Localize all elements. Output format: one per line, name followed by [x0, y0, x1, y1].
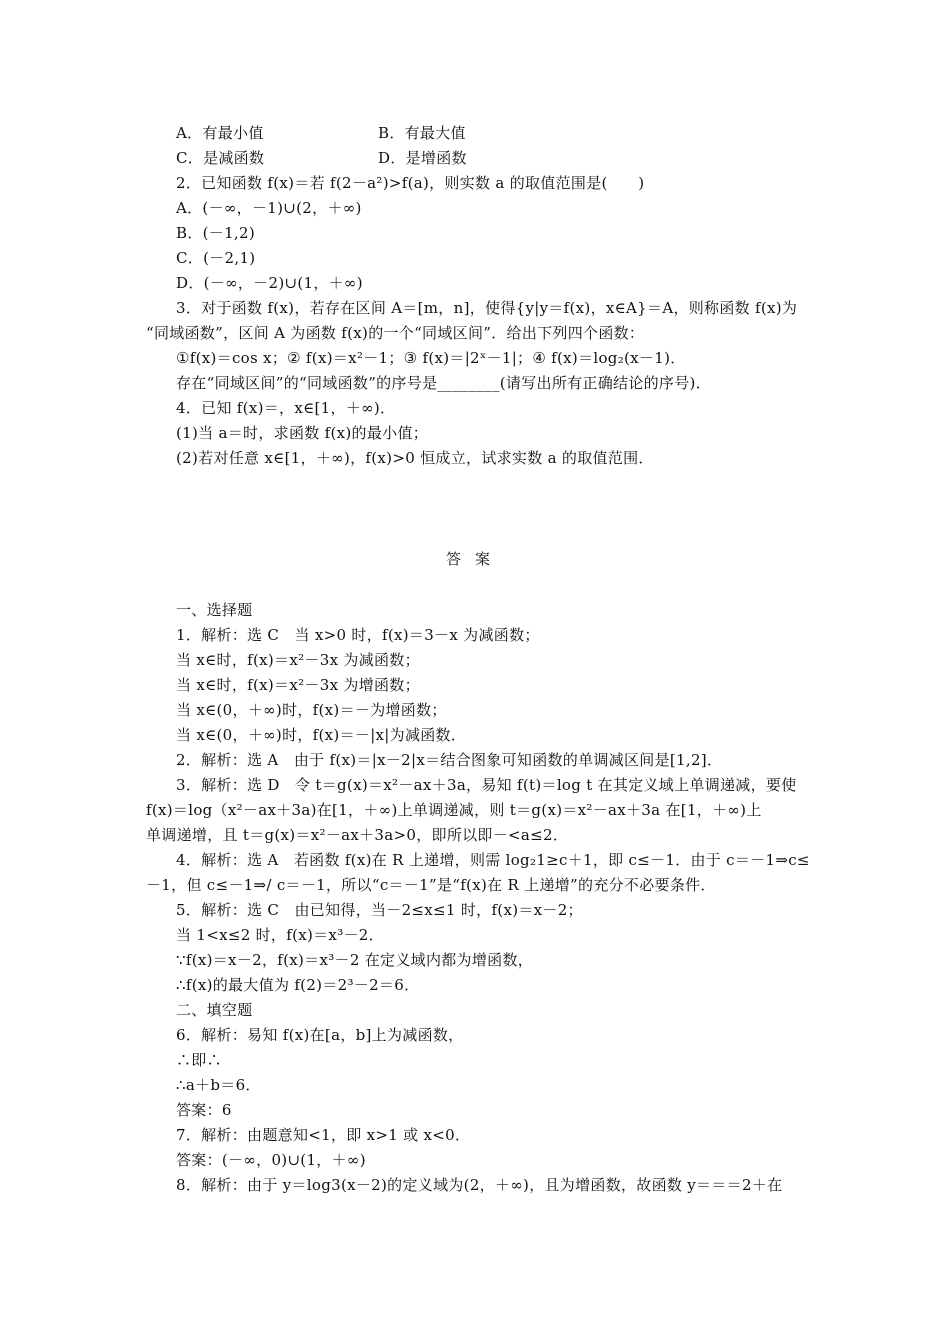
q2-option-a: A．(－∞，－1)∪(2，＋∞) — [176, 199, 362, 217]
q2-option-b: B．(－1,2) — [176, 224, 255, 242]
answer-line: ∴a＋b＝6． — [176, 1076, 261, 1094]
answer-line: －1，但 c≤－1⇒/ c＝－1，所以“c＝－1”是“f(x)在 R 上递增”的充分不必要条件． — [146, 876, 716, 894]
answer-line: 一、选择题 — [176, 601, 253, 619]
answer-line: 二、填空题 — [176, 1001, 253, 1019]
answer-line: 当 1<x≤2 时，f(x)＝x³－2． — [176, 926, 384, 944]
answer-line: 7．解析：由题意知<1，即 x>1 或 x<0． — [176, 1126, 471, 1144]
answer-line: ∴f(x)的最大值为 f(2)＝2³－2＝6． — [176, 976, 420, 994]
answer-line: f(x)＝log（x²－ax＋3a)在[1，＋∞)上单调递减，则 t＝g(x)＝x²－ax＋3a 在[1，＋∞)上 — [146, 801, 762, 819]
answer-line: 5．解析：选 C 由已知得，当－2≤x≤1 时，f(x)＝x－2； — [176, 901, 583, 919]
q3-line: “同域函数”，区间 A 为函数 f(x)的一个“同域区间”．给出下列四个函数： — [146, 324, 645, 342]
answer-line: 当 x∈时，f(x)＝x²－3x 为减函数； — [176, 651, 420, 669]
q3-line: 3．对于函数 f(x)，若存在区间 A＝[m，n]，使得{y|y＝f(x)，x∈A}＝A，则称函数 f(x)为 — [176, 299, 798, 317]
answer-line: 8．解析：由于 y＝log3(x－2)的定义域为(2，＋∞)，且为增函数，故函数 y＝＝＝2＋在 — [176, 1176, 783, 1194]
answer-line: 当 x∈(0，＋∞)时，f(x)＝－|x|为减函数． — [176, 726, 467, 744]
answer-line: 答案：(－∞，0)∪(1，＋∞) — [176, 1151, 366, 1169]
answers-heading: 答案 — [445, 550, 504, 568]
answer-line: 答案：6 — [176, 1101, 232, 1119]
q3-line: ①f(x)＝cos x；② f(x)＝x²－1；③ f(x)＝|2ˣ－1|；④ f(x)＝log₂(x－1)． — [176, 349, 686, 367]
answer-line: ∴即∴ — [176, 1051, 222, 1069]
answer-line: ∵f(x)＝x－2，f(x)＝x³－2 在定义域内都为增函数， — [176, 951, 534, 969]
q2-option-d: D．(－∞，－2)∪(1，＋∞) — [176, 274, 363, 292]
answer-line: 1．解析：选 C 当 x>0 时，f(x)＝3－x 为减函数； — [176, 626, 540, 644]
q1-option-a: A．有最小值 — [176, 124, 264, 142]
q4-line: (1)当 a＝时，求函数 f(x)的最小值； — [176, 424, 429, 442]
q1-option-c: C．是减函数 — [176, 149, 265, 167]
answer-line: 2．解析：选 A 由于 f(x)＝|x－2|x＝结合图象可知函数的单调减区间是[1,2]． — [176, 751, 723, 769]
q4-line: 4．已知 f(x)＝，x∈[1，＋∞)． — [176, 399, 396, 417]
answer-line: 当 x∈(0，＋∞)时，f(x)＝－为增函数； — [176, 701, 447, 719]
answer-line: 单调递增，且 t＝g(x)＝x²－ax＋3a>0，即所以即－<a≤2． — [146, 826, 569, 844]
q1-option-d: D．是增函数 — [378, 149, 467, 167]
answer-line: 6．解析：易知 f(x)在[a，b]上为减函数， — [176, 1026, 464, 1044]
answer-line: 3．解析：选 D 令 t＝g(x)＝x²－ax＋3a，易知 f(t)＝log t 在其定义域上单调递减，要使 — [176, 776, 797, 794]
q3-line: 存在“同域区间”的“同域函数”的序号是________(请写出所有正确结论的序号)． — [176, 374, 711, 392]
q1-option-b: B．有最大值 — [378, 124, 466, 142]
answer-line: 当 x∈时，f(x)＝x²－3x 为增函数； — [176, 676, 420, 694]
answer-line: 4．解析：选 A 若函数 f(x)在 R 上递增，则需 log₂1≥c＋1，即 c≤－1．由于 c＝－1⇒c≤ — [176, 851, 810, 869]
q4-line: (2)若对任意 x∈[1，＋∞)，f(x)>0 恒成立，试求实数 a 的取值范围． — [176, 449, 654, 467]
q2-option-c: C．(－2,1) — [176, 249, 256, 267]
q2-stem: 2．已知函数 f(x)＝若 f(2－a²)>f(a)，则实数 a 的取值范围是( ) — [176, 174, 645, 192]
